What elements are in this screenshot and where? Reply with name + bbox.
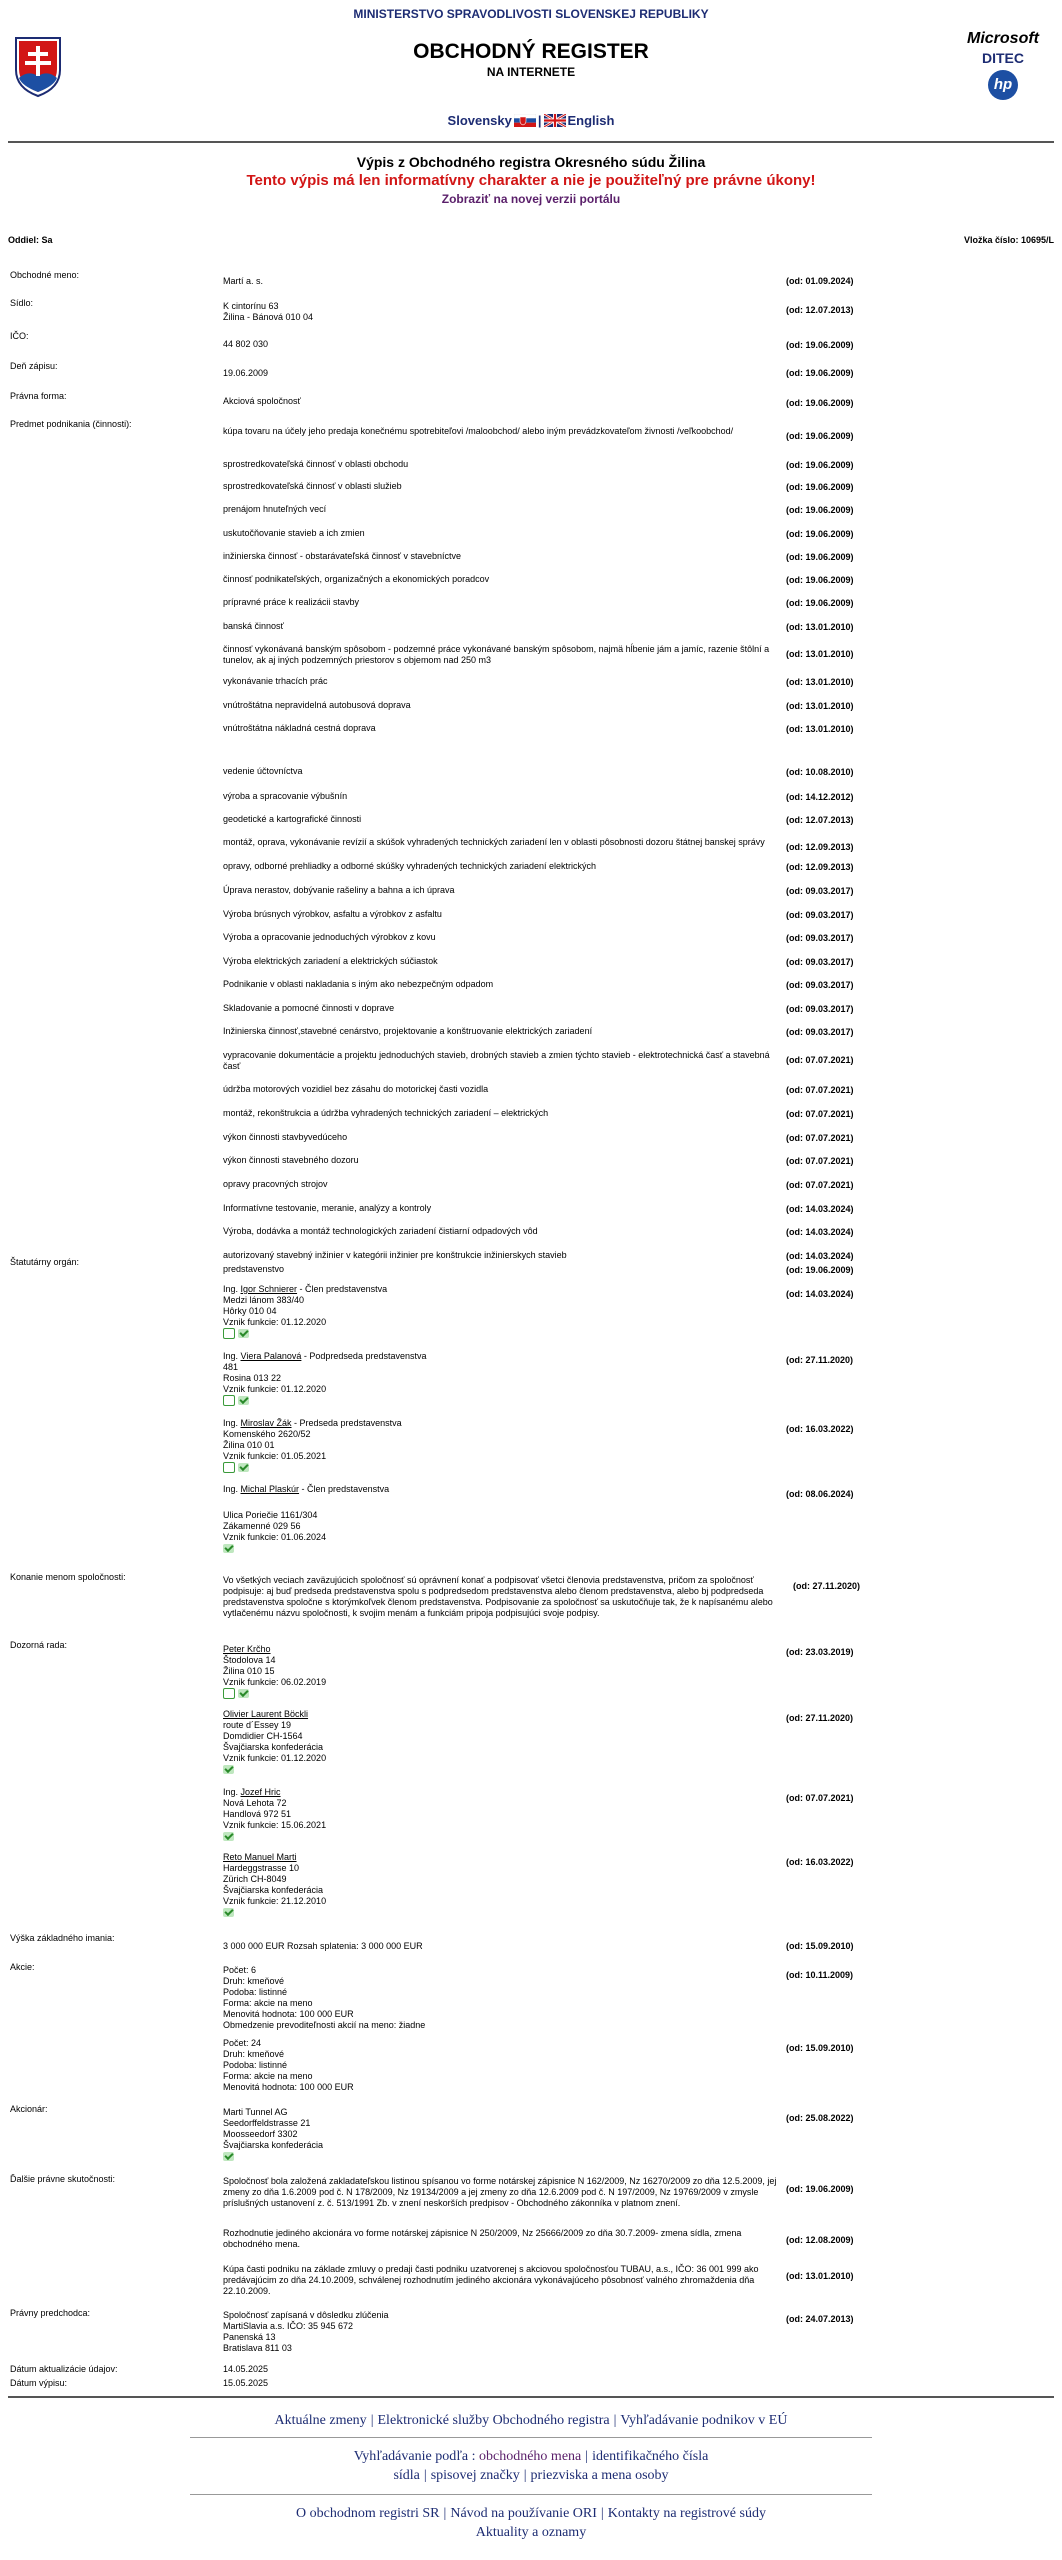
predmet-item: sprostredkovateľská činnosť v oblasti obchodu	[223, 459, 409, 469]
od-obchodne-meno: (od: 01.09.2024)	[786, 276, 854, 286]
predmet-item-od: (od: 13.01.2010)	[786, 622, 854, 632]
od-statutar-1: (od: 14.03.2024)	[786, 1289, 854, 1299]
label-imanie: Výška základného imania:	[10, 1933, 115, 1943]
verify-icon[interactable]	[238, 1329, 249, 1338]
predmet-item-od: (od: 12.09.2013)	[786, 842, 854, 852]
footer-link-priezvisko[interactable]: priezviska a mena osoby	[530, 2468, 669, 2483]
predmet-item: uskutočňovanie stavieb a ich zmien	[223, 528, 365, 538]
value-akcionar: Marti Tunnel AG Seedorffeldstrasse 21 Moosseedorf 3302 Švajčiarska konfederácia	[223, 2107, 781, 2162]
predmet-item: Informatívne testovanie, meranie, analýzy a kontroly	[223, 1203, 432, 1213]
partner-logos	[958, 30, 1048, 100]
predmet-item-od: (od: 13.01.2010)	[786, 724, 854, 734]
footer-row-1: Aktuálne zmeny | Elektronické služby Obchodného registra | Vyhľadávanie podnikov v EÚ	[274, 2413, 788, 2428]
verify-icon[interactable]	[223, 1832, 234, 1841]
predmet-item-od: (od: 09.03.2017)	[786, 886, 854, 896]
predmet-item: Výroba elektrických zariadení a elektrických súčiastok	[223, 956, 438, 966]
oddiel: Oddiel: Sa	[8, 235, 53, 245]
person-icon[interactable]	[223, 1328, 235, 1339]
predmet-item-od: (od: 14.03.2024)	[786, 1251, 854, 1261]
search-by-label: Vyhľadávanie podľa :	[353, 2449, 479, 2464]
od-dozorna-2: (od: 27.11.2020)	[786, 1713, 854, 1723]
footer-row-4	[0, 2525, 1062, 2541]
sidlo-city: Žilina - Bánová 010 04	[223, 312, 314, 322]
predmet-item-od: (od: 09.03.2017)	[786, 1004, 854, 1014]
dozorna-member: Olivier Laurent Böckli route d´Essey 19 Domdidier CH-1564 Švajčiarska konfederácia Vznik funkcie: 01.12.2020	[223, 1709, 781, 1775]
ministry-title: MINISTERSTVO SPRAVODLIVOSTI SLOVENSKEJ REPUBLIKY	[353, 7, 709, 21]
od-statutar-4: (od: 08.06.2024)	[786, 1489, 854, 1499]
od-sidlo: (od: 12.07.2013)	[786, 305, 854, 315]
footer-link-ico[interactable]: identifikačného čísla	[592, 2449, 709, 2464]
predmet-item-od: (od: 09.03.2017)	[786, 1027, 854, 1037]
predmet-item: výkon činnosti stavbyvedúceho	[223, 1132, 348, 1142]
label-konanie: Konanie menom spoločnosti:	[10, 1572, 126, 1582]
verify-icon[interactable]	[223, 2152, 234, 2161]
predmet-item-od: (od: 07.07.2021)	[786, 1156, 854, 1166]
predmet-item-od: (od: 13.01.2010)	[786, 677, 854, 687]
predmet-item-od: (od: 09.03.2017)	[786, 980, 854, 990]
footer-row-2: Vyhľadávanie podľa : obchodného mena | identifikačného čísla	[353, 2449, 709, 2464]
value-sidlo	[223, 301, 781, 323]
statutar-member: Ing. Igor Schnierer - Člen predstavenstva Medzi lánom 383/40 Hôrky 010 04 Vznik funkcie: 01.12.2020	[223, 1284, 781, 1339]
statutar-member: Ing. Miroslav Žák - Predseda predstavenstva Komenského 2620/52 Žilina 010 01 Vznik funkcie: 01.05.2021	[223, 1418, 781, 1473]
new-version-link[interactable]: Zobraziť na novej verzii portálu	[441, 192, 621, 206]
predmet-item: montáž, rekonštrukcia a údržba vyhradených technických zariadení – elektrických	[223, 1108, 549, 1118]
akcie-1: Počet: 6 Druh: kmeňové Podoba: listinné Forma: akcie na meno Menovitá hodnota: 100 000 EUR Obmedzenie prevoditeľnosti akcií na meno: žiadne	[223, 1965, 426, 2030]
predmet-item-od: (od: 14.03.2024)	[786, 1204, 854, 1214]
od-akcionar: (od: 25.08.2022)	[786, 2113, 854, 2123]
footer-link-obchodne-meno[interactable]: obchodného mena	[479, 2449, 582, 2464]
statutar-name-link[interactable]: Viera Palanová	[240, 1351, 302, 1361]
value-dalsie-3: Kúpa časti podniku na základe zmluvy o predaji časti podniku uzatvorenej s akciovou spoločnosťou TUBAU, a.s., IČO: 36 001 999 ako predávajúcim zo dňa 24.10.2009, schválenej rozhodnutím jediného akcionára vykonávajúceho pôsobnosť valného zhromaždenia dňa 22.10.2009.	[223, 2264, 759, 2296]
register-subtitle: NA INTERNETE	[486, 65, 576, 79]
predmet-item-od: (od: 10.08.2010)	[786, 767, 854, 777]
predmet-item-od: (od: 12.07.2013)	[786, 815, 854, 825]
predmet-item-od: (od: 09.03.2017)	[786, 910, 854, 920]
verify-icon[interactable]	[238, 1689, 249, 1698]
lang-slovak-link[interactable]: Slovensky	[447, 113, 512, 128]
footer-row-2b: sídla | spisovej značky | priezviska a mena osoby	[393, 2468, 669, 2483]
label-obchodne-meno: Obchodné meno:	[10, 270, 80, 280]
predmet-item-od: (od: 07.07.2021)	[786, 1085, 854, 1095]
value-statutarny-head: predstavenstvo	[223, 1264, 285, 1274]
slovak-flag-icon[interactable]	[514, 114, 536, 127]
predmet-item: banská činnosť	[223, 621, 284, 631]
predmet-item: opravy, odborné prehliadky a odborné skúšky vyhradených technických zariadení elektrických	[223, 861, 597, 871]
verify-icon[interactable]	[238, 1396, 249, 1405]
hp-logo: hp	[988, 70, 1018, 100]
lang-separator: |	[537, 113, 542, 128]
value-dalsie-2: Rozhodnutie jediného akcionára vo forme notárskej zápisnice N 250/2009, Nz 25666/2009 zo dňa 30.7.2009- zmena sídla, zmena obchodného mena.	[223, 2228, 742, 2249]
predmet-item: činnosť vykonávaná banským spôsobom - podzemné práce vykonávané banským spôsobom, najmä hĺbenie jám a jamíc, razenie štôlní a tunelov, ak aj iných podzemných priestorov s objemom nad 250 m3	[223, 644, 770, 665]
predmet-item: montáž, oprava, vykonávanie revízií a skúšok vyhradených technických zariadení len v oblasti pôsobnosti dozoru štátnej banskej správy	[223, 837, 765, 847]
predmet-item-od: (od: 14.12.2012)	[786, 792, 854, 802]
value-imanie: 3 000 000 EUR Rozsah splatenia: 3 000 000 EUR	[223, 1941, 423, 1951]
dozorna-name-link[interactable]: Peter Krčho	[223, 1644, 271, 1654]
predmet-item-od: (od: 19.06.2009)	[786, 529, 854, 539]
label-sidlo: Sídlo:	[10, 298, 34, 308]
predmet-item: opravy pracovných strojov	[223, 1179, 328, 1189]
predmet-item: geodetické a kartografické činnosti	[223, 814, 362, 824]
label-pravna-forma: Právna forma:	[10, 391, 67, 401]
od-statutarny-head: (od: 19.06.2009)	[786, 1265, 854, 1275]
dozorna-member: Peter Krčho Štodolova 14 Žilina 010 15 Vznik funkcie: 06.02.2019	[223, 1644, 781, 1699]
od-dalsie-1: (od: 19.06.2009)	[786, 2184, 854, 2194]
footer-link-aktuality[interactable]: Aktuality a oznamy	[475, 2525, 587, 2540]
predmet-item: Inžinierska činnosť,stavebné cenárstvo, projektovanie a konštruovanie elektrických zariadení	[223, 1026, 593, 1036]
od-predchodca: (od: 24.07.2013)	[786, 2314, 854, 2324]
od-statutar-2: (od: 27.11.2020)	[786, 1355, 854, 1365]
footer-link-elektronicke-sluzby[interactable]: Elektronické služby Obchodného registra	[377, 2413, 610, 2428]
predmet-item-od: (od: 12.09.2013)	[786, 862, 854, 872]
predmet-item: činnosť podnikateľských, organizačných a ekonomických poradcov	[223, 574, 490, 584]
footer-link-o-registri[interactable]: O obchodnom registri SR	[296, 2506, 440, 2521]
label-akcionar: Akcionár:	[10, 2104, 48, 2114]
predmet-item: Skladovanie a pomocné činnosti v doprave	[223, 1003, 395, 1013]
register-title: OBCHODNÝ REGISTER	[413, 40, 649, 63]
value-konanie: Vo všetkých veciach zaväzujúcich spoločnosť sú oprávnení konať a podpisovať všetci členovia predstavenstva, pričom za spoločnosť podpisuje: aj buď predseda predstavenstva spolu s podpredsedom predstavenstva alebo členom predstavenstva, alebo bj podpredseda predstavenstva spoločne s ktorýmkoľvek členom predstavenstva. Podpisovanie za spoločnosť sa uskutočňuje tak, že k napísanému alebo vytlačenému názvu spoločnosti, k svojim menám a funkciám pripoja podpisujúci svoje podpisy.	[223, 1575, 773, 1618]
verify-icon[interactable]	[223, 1544, 234, 1553]
predmet-item: sprostredkovateľská činnosť v oblasti služieb	[223, 481, 402, 491]
extract-titles	[0, 154, 1062, 206]
od-den-zapisu: (od: 19.06.2009)	[786, 368, 854, 378]
predmet-item-od: (od: 19.06.2009)	[786, 482, 854, 492]
statutar-member: Ing. Viera Palanová - Podpredseda predstavenstva 481 Rosina 013 22 Vznik funkcie: 01.12.2020	[223, 1351, 781, 1406]
statutar-name-link[interactable]: Michal Plaskúr	[240, 1484, 300, 1494]
footer-link-vyhladavanie-eu[interactable]: Vyhľadávanie podnikov v EÚ	[620, 2413, 788, 2428]
predmet-item-od: (od: 09.03.2017)	[786, 957, 854, 967]
value-dalsie-1: Spoločnosť bola založená zakladateľskou listinou spísanou vo forme notárskej zápisnice N 162/2009, Nz 16270/2009 zo dňa 12.5.2009, jej zmeny zo dňa 1.6.2009 pod č. N 178/2009, Nz 19134/2009 a jej zmeny zo dňa 12.6.2009 pod č. N 197/2009, Nz 19769/2009 v zmysle príslušných ustanovení z. č. 513/1991 Zb. v znení neskorších predpisov - Obchodného zákonníka v platnom znení.	[223, 2176, 777, 2208]
page-header	[0, 0, 1062, 140]
verify-icon[interactable]	[238, 1463, 249, 1472]
od-dalsie-2: (od: 12.08.2009)	[786, 2235, 854, 2245]
footer-divider-2	[190, 2437, 872, 2438]
predmet-item-od: (od: 19.06.2009)	[786, 552, 854, 562]
verify-icon[interactable]	[223, 1765, 234, 1774]
informative-warning: Tento výpis má len informatívny charakter a nie je použiteľný pre právne úkony!	[246, 172, 816, 189]
value-ico: 44 802 030	[223, 339, 269, 349]
od-dozorna-3: (od: 07.07.2021)	[786, 1793, 854, 1803]
predmet-item-od: (od: 19.06.2009)	[786, 505, 854, 515]
header-divider	[8, 141, 1054, 143]
lang-english-link[interactable]: English	[567, 113, 615, 128]
predmet-item: údržba motorových vozidiel bez zásahu do motorickej časti vozidla	[223, 1084, 489, 1094]
label-dalsie: Ďalšie právne skutočnosti:	[10, 2174, 116, 2184]
od-dozorna-1: (od: 23.03.2019)	[786, 1647, 854, 1657]
predmet-item: vypracovanie dokumentácie a projektu jednoduchých stavieb, drobných stavieb a zmien týchto stavieb - elektrotechnická časť a stavebná časť	[223, 1050, 770, 1071]
label-den-zapisu: Deň zápisu:	[10, 361, 58, 371]
statutar-name-link[interactable]: Miroslav Žák	[240, 1418, 292, 1428]
od-konanie: (od: 27.11.2020)	[793, 1581, 861, 1591]
predmet-item-od: (od: 19.06.2009)	[786, 598, 854, 608]
od-pravna-forma: (od: 19.06.2009)	[786, 398, 854, 408]
predmet-item: vnútroštátna nákladná cestná doprava	[223, 723, 376, 733]
microsoft-logo: Microsoft	[967, 30, 1039, 47]
verify-icon[interactable]	[223, 1908, 234, 1917]
label-ico: IČO:	[10, 331, 29, 341]
predmet-item-od: (od: 07.07.2021)	[786, 1133, 854, 1143]
predmet-item: výroba a spracovanie výbušnín	[223, 791, 348, 801]
od-akcie-2: (od: 15.09.2010)	[786, 2043, 854, 2053]
footer-divider	[8, 2396, 1054, 2398]
extract-title: Výpis z Obchodného registra Okresného súdu Žilina	[356, 154, 706, 170]
footer-divider-3	[190, 2494, 872, 2495]
label-statutarny: Štatutárny orgán:	[10, 1257, 80, 1267]
footer-link-aktualne-zmeny[interactable]: Aktuálne zmeny	[274, 2413, 367, 2428]
sidlo-street: K cintorínu 63	[223, 301, 279, 311]
predmet-item: výkon činnosti stavebného dozoru	[223, 1155, 359, 1165]
predmet-item: vykonávanie trhacích prác	[223, 676, 328, 686]
person-icon[interactable]	[223, 1688, 235, 1699]
dozorna-name-link[interactable]: Jozef Hric	[240, 1787, 281, 1797]
value-vypis: 15.05.2025	[223, 2378, 269, 2388]
person-icon[interactable]	[223, 1395, 235, 1406]
dozorna-member: Reto Manuel Marti Hardeggstrasse 10 Zürich CH-8049 Švajčiarska konfederácia Vznik funkcie: 21.12.2010	[223, 1852, 781, 1918]
label-vypis: Dátum výpisu:	[10, 2378, 68, 2388]
predmet-item-od: (od: 09.03.2017)	[786, 933, 854, 943]
footer-link-kontakty[interactable]: Kontakty na registrové súdy	[607, 2506, 766, 2521]
od-akcie-1: (od: 10.11.2009)	[786, 1970, 854, 1980]
ditec-logo: DITEC	[982, 50, 1024, 66]
predmet-item-od: (od: 19.06.2009)	[786, 575, 854, 585]
vlozka-cislo: Vložka číslo: 10695/L	[963, 235, 1054, 245]
uk-flag-icon[interactable]	[544, 114, 566, 127]
predmet-item: autorizovaný stavebný inžinier v kategórii inžinier pre konštrukcie inžinierskych stavieb	[223, 1250, 567, 1260]
label-dozorna: Dozorná rada:	[10, 1640, 68, 1650]
person-icon[interactable]	[223, 1462, 235, 1473]
predmet-item-od: (od: 13.01.2010)	[786, 701, 854, 711]
predmet-item: Výroba a opracovanie jednoduchých výrobkov z kovu	[223, 932, 436, 942]
od-ico: (od: 19.06.2009)	[786, 340, 854, 350]
footer-link-spisova-znacka[interactable]: spisovej značky	[430, 2468, 520, 2483]
akcie-2: Počet: 24 Druh: kmeňové Podoba: listinné Forma: akcie na meno Menovitá hodnota: 100 000 EUR	[223, 2038, 354, 2092]
od-dozorna-4: (od: 16.03.2022)	[786, 1857, 854, 1867]
dozorna-name-link[interactable]: Olivier Laurent Böckli	[223, 1709, 309, 1719]
predmet-item: Výroba, dodávka a montáž technologických zariadení čistiarní odpadových vôd	[223, 1226, 538, 1236]
value-obchodne-meno: Martí a. s.	[223, 276, 264, 286]
dozorna-member: Ing. Jozef Hric Nová Lehota 72 Handlová 972 51 Vznik funkcie: 15.06.2021	[223, 1787, 781, 1842]
predmet-item-od: (od: 07.07.2021)	[786, 1180, 854, 1190]
label-aktualizacia: Dátum aktualizácie údajov:	[10, 2364, 118, 2374]
predmet-item: Úprava nerastov, dobývanie rašeliny a bahna a ich úprava	[223, 885, 455, 895]
predmet-item: kúpa tovaru na účely jeho predaja konečnému spotrebiteľovi /maloobchod/ alebo iným prevádzkovateľom živnosti /veľkoobchod/	[223, 426, 734, 436]
footer-link-navod[interactable]: Návod na používanie ORI	[450, 2506, 597, 2521]
value-predchodca: Spoločnosť zapísaná v dôsledku zlúčenia MartiSlavia a.s. IČO: 35 945 672 Panenská 13 Bratislava 811 03	[223, 2310, 389, 2353]
value-pravna-forma: Akciová spoločnosť	[223, 396, 301, 406]
label-predchodca: Právny predchodca:	[10, 2308, 91, 2318]
predmet-item-od: (od: 14.03.2024)	[786, 1227, 854, 1237]
predmet-item: Podnikanie v oblasti nakladania s iným ako nebezpečným odpadom	[223, 979, 494, 989]
predmet-item: prenájom hnuteľných vecí	[223, 504, 327, 514]
predmet-item-od: (od: 19.06.2009)	[786, 460, 854, 470]
footer-row-3: O obchodnom registri SR | Návod na používanie ORI | Kontakty na registrové súdy	[296, 2506, 766, 2521]
value-aktualizacia: 14.05.2025	[223, 2364, 269, 2374]
od-dalsie-3: (od: 13.01.2010)	[786, 2271, 854, 2281]
predmet-item: vnútroštátna nepravidelná autobusová doprava	[223, 700, 411, 710]
statutar-name-link[interactable]: Igor Schnierer	[240, 1284, 298, 1294]
predmet-item: vedenie účtovníctva	[223, 766, 303, 776]
label-akcie: Akcie:	[10, 1962, 35, 1972]
od-statutar-3: (od: 16.03.2022)	[786, 1424, 854, 1434]
predmet-item: prípravné práce k realizácii stavby	[223, 597, 360, 607]
value-den-zapisu: 19.06.2009	[223, 368, 269, 378]
predmet-item: Výroba brúsnych výrobkov, asfaltu a výrobkov z asfaltu	[223, 909, 442, 919]
predmet-item: inžinierska činnosť - obstarávateľská činnosť v stavebníctve	[223, 551, 461, 561]
predmet-item-od: (od: 13.01.2010)	[786, 649, 854, 659]
od-imanie: (od: 15.09.2010)	[786, 1941, 854, 1951]
language-switch	[0, 113, 1062, 128]
predmet-item-od: (od: 07.07.2021)	[786, 1109, 854, 1119]
predmet-item-od: (od: 19.06.2009)	[786, 431, 854, 441]
statutar-member: Ing. Michal Plaskúr - Člen predstavenstva Ulica Poriečie 1161/304 Zákamenné 029 56 Vznik funkcie: 01.06.2024	[223, 1484, 781, 1554]
footer-link-sidla[interactable]: sídla	[393, 2468, 420, 2483]
label-predmet: Predmet podnikania (činnosti):	[10, 419, 132, 429]
dozorna-name-link[interactable]: Reto Manuel Marti	[223, 1852, 297, 1862]
predmet-item-od: (od: 07.07.2021)	[786, 1055, 854, 1065]
